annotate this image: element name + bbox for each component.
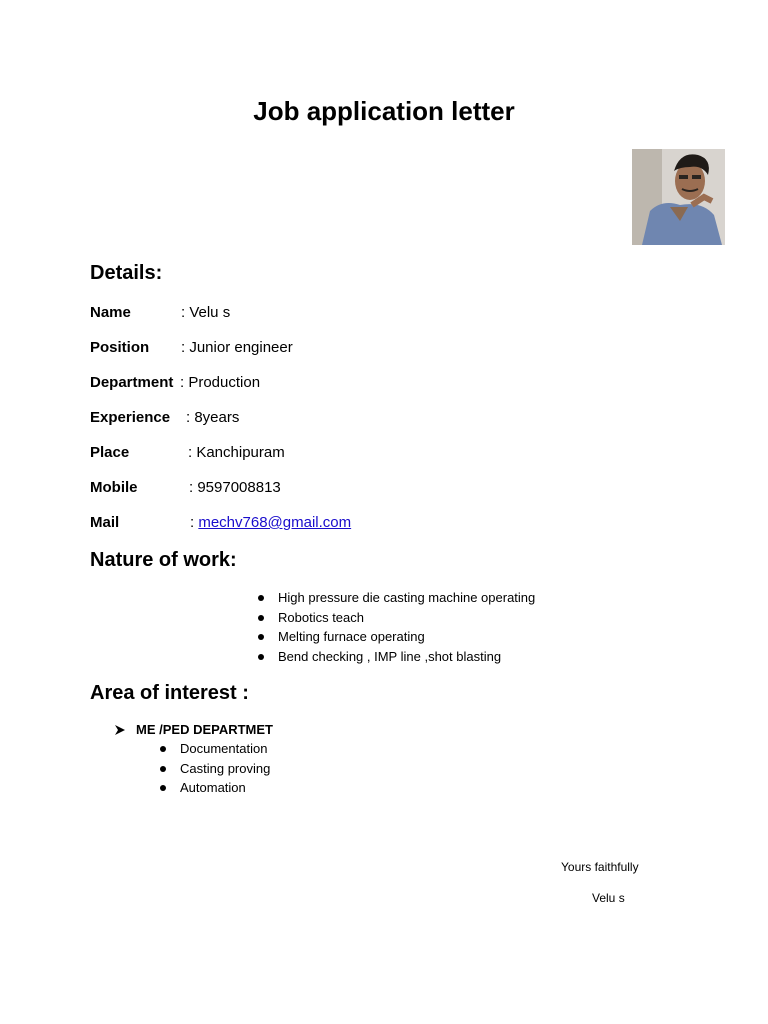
email-link[interactable]: mechv768@gmail.com <box>198 514 352 531</box>
list-item: Documentation <box>158 739 270 759</box>
detail-label: Position <box>90 339 150 356</box>
nature-of-work-list <box>256 588 535 667</box>
list-item: Robotics teach <box>256 608 535 628</box>
detail-label: Mail <box>90 514 120 531</box>
department-label: ME /PED DEPARTMET <box>136 722 273 737</box>
detail-value: : 8years <box>186 409 240 426</box>
closing-salutation: Yours faithfully <box>561 860 639 874</box>
applicant-photo <box>632 149 725 245</box>
detail-value <box>190 513 351 533</box>
area-of-interest-heading: Area of interest : <box>90 682 249 704</box>
detail-value: : Production <box>180 374 261 391</box>
signature-name: Velu s <box>592 891 625 905</box>
mail-prefix: : <box>190 514 199 531</box>
list-item: Melting furnace operating <box>256 627 535 647</box>
detail-label: Department <box>90 374 174 391</box>
list-item: Bend checking , IMP line ,shot blasting <box>256 647 535 667</box>
detail-label: Mobile <box>90 479 138 496</box>
nature-of-work-heading: Nature of work: <box>90 549 237 571</box>
details-heading: Details: <box>90 262 163 284</box>
list-item: High pressure die casting machine operating <box>256 588 535 608</box>
detail-value: : 9597008813 <box>189 479 281 496</box>
detail-value: : Velu s <box>181 304 231 321</box>
arrow-bullet-icon <box>114 724 126 736</box>
list-item: Casting proving <box>158 759 270 779</box>
detail-value: : Kanchipuram <box>188 444 285 461</box>
list-item: Automation <box>158 778 270 798</box>
area-of-interest-list <box>158 739 270 798</box>
detail-value: : Junior engineer <box>181 339 293 356</box>
page-title: Job application letter <box>253 96 515 126</box>
detail-label: Experience <box>90 409 171 426</box>
detail-label: Name <box>90 304 131 321</box>
detail-label: Place <box>90 444 130 461</box>
